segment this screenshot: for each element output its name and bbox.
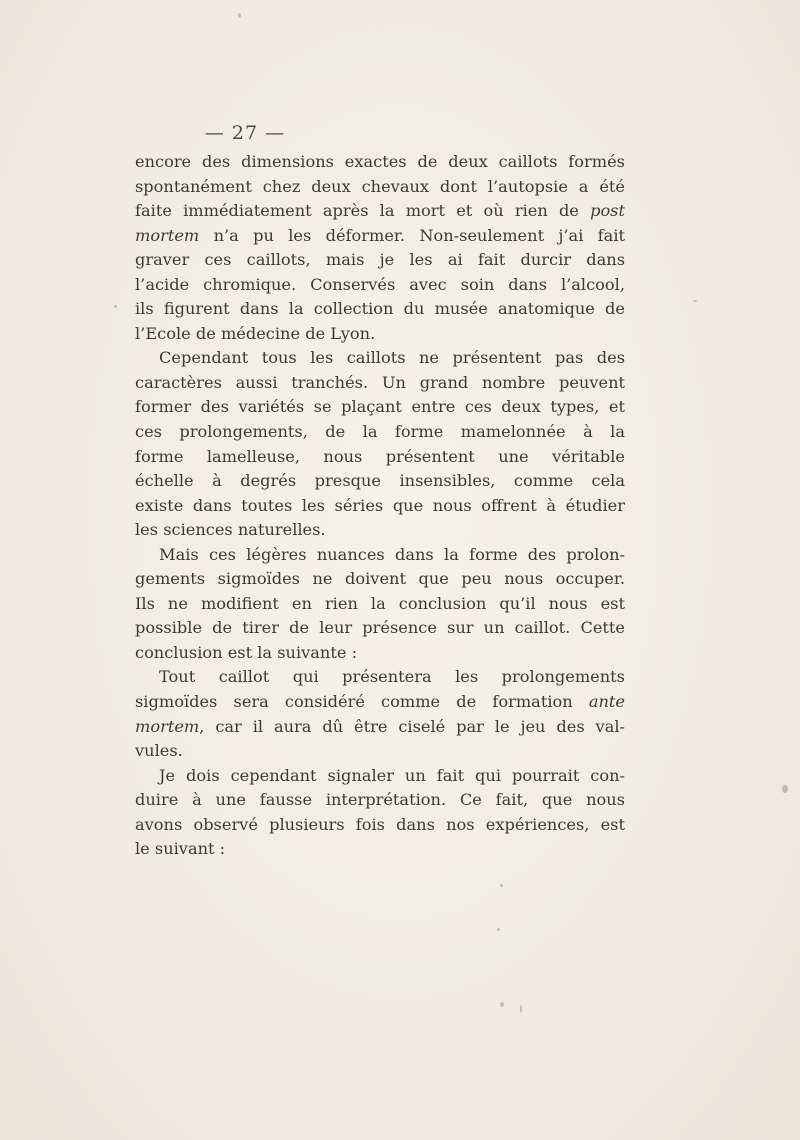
text-segment: avons observé plusieurs fois dans nos expériences, est [135, 814, 625, 834]
text-segment: existe dans toutes les séries que nous offrent à étudier [135, 495, 625, 515]
text-segment: duire à une fausse interprétation. Ce fait, que nous [135, 790, 625, 810]
paper-speck [520, 1005, 522, 1013]
paper-speck [238, 13, 241, 18]
text-segment: , car il aura dû être ciselé par le jeu des val- [199, 716, 625, 736]
text-line [135, 690, 625, 715]
text-line [135, 543, 625, 568]
text-line [135, 469, 625, 494]
paper-speck [782, 785, 788, 793]
text-line [135, 346, 625, 371]
text-line [135, 150, 625, 175]
text-line [135, 322, 625, 347]
text-segment: sigmoïdes sera considéré comme de formation [135, 692, 589, 712]
text-segment: les sciences naturelles. [135, 520, 326, 540]
body-text [135, 150, 625, 862]
italic-text-segment: ante [588, 692, 625, 712]
text-segment: encore des dimensions exactes de deux caillots formés [135, 152, 625, 171]
italic-text-segment: mortem [135, 225, 200, 245]
text-line [135, 837, 625, 862]
text-line [135, 371, 625, 396]
text-line [135, 788, 625, 813]
paper-speck [500, 1002, 504, 1007]
text-segment: échelle à degrés presque insensibles, comme cela [135, 471, 625, 491]
text-line [135, 420, 625, 445]
text-segment: conclusion est la suivante : [135, 642, 358, 662]
text-line [135, 445, 625, 470]
text-line [135, 224, 625, 249]
text-segment: le suivant : [135, 839, 226, 859]
paper-speck [500, 884, 503, 887]
text-segment: former des variétés se plaçant entre ces deux types, et [135, 397, 625, 417]
text-segment: n’a pu les déformer. Non-seulement j’ai fait [199, 225, 625, 245]
page-number: — 27 — [204, 122, 286, 144]
text-segment: faite immédiatement après la mort et où rien de [135, 201, 591, 221]
text-segment: l’acide chromique. Conservés avec soin dans l’alcool, [135, 274, 625, 294]
text-segment: spontanément chez deux chevaux dont l’autopsie a été [135, 176, 625, 196]
italic-text-segment: mortem [135, 716, 200, 736]
text-line [135, 175, 625, 200]
text-segment: gements sigmoïdes ne doivent que peu nous occuper. [135, 569, 625, 589]
text-segment: possible de tirer de leur présence sur un caillot. Cette [135, 618, 625, 638]
text-line [135, 715, 625, 740]
text-line [135, 248, 625, 273]
text-line [135, 616, 625, 641]
text-segment: caractères aussi tranchés. Un grand nombre peuvent [135, 372, 625, 392]
text-line [135, 764, 625, 789]
text-line [135, 567, 625, 592]
text-segment: l’Ecole de médecine de Lyon. [135, 323, 376, 343]
text-segment: Ils ne modifient en rien la conclusion qu’il nous est [135, 593, 625, 613]
text-line [135, 395, 625, 420]
italic-text-segment: post [590, 201, 625, 221]
text-line [135, 813, 625, 838]
text-line [135, 518, 625, 543]
text-line [135, 297, 625, 322]
paper-speck [114, 305, 117, 308]
text-segment: vules. [135, 741, 183, 761]
text-line [135, 641, 625, 666]
text-segment: Tout caillot qui présentera les prolongements [159, 667, 625, 687]
text-line [135, 592, 625, 617]
text-segment: Cependant tous les caillots ne présentent pas des [159, 348, 625, 368]
text-line [135, 199, 625, 224]
text-line [135, 273, 625, 298]
text-line [135, 494, 625, 519]
text-segment: graver ces caillots, mais je les ai fait durcir dans [135, 250, 625, 270]
text-segment: ces prolongements, de la forme mamelonnée à la [135, 422, 625, 442]
paper-speck [497, 928, 500, 931]
text-segment: forme lamelleuse, nous présentent une véritable [135, 446, 625, 466]
text-segment: Mais ces légères nuances dans la forme des prolon- [159, 544, 625, 564]
paper-speck [693, 300, 697, 302]
text-segment: ils figurent dans la collection du musée anatomique de [135, 299, 625, 319]
text-line [135, 739, 625, 764]
text-line [135, 665, 625, 690]
text-segment: Je dois cependant signaler un fait qui pourrait con- [159, 765, 625, 785]
